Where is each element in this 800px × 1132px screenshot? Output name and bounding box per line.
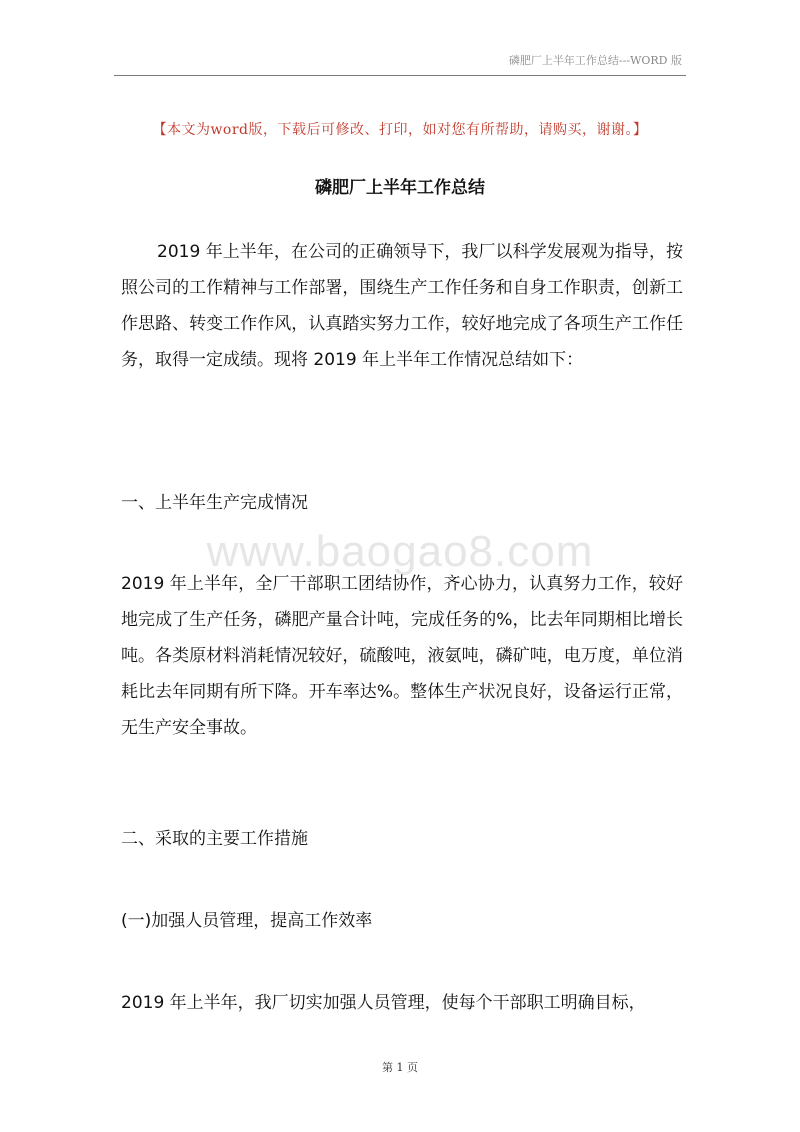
section-1-paragraph: 2019 年上半年，全厂干部职工团结协作，齐心协力，认真努力工作，较好地完成了生产任务，磷肥产量合计吨，完成任务的%，比去年同期相比增长吨。各类原材料消耗情况较好，硫酸吨，液氨吨，磷矿吨，电万度，单位消耗比去年同期有所下降。开车率达%。整体生产状况良好，设备运行正常，无生产安全事故。 [121,574,683,738]
header-divider [114,75,686,76]
subsection-heading-1: (一)加强人员管理，提高工作效率 [121,911,373,931]
page-number: 第 1 页 [382,1061,418,1074]
section-heading-1: 一、上半年生产完成情况 [121,493,308,513]
intro-paragraph: 2019 年上半年，在公司的正确领导下，我厂以科学发展观为指导，按照公司的工作精神与工作部署，围绕生产工作任务和自身工作职责，创新工作思路、转变工作作风，认真踏实努力工作，较好地完成了各项生产工作任务，取得一定成绩。现将 2019 年上半年工作情况总结如下： [121,242,683,370]
document-title: 磷肥厂上半年工作总结 [315,178,485,198]
section-heading-2: 二、采取的主要工作措施 [121,829,308,849]
watermark: www.baogao8.com [206,527,594,576]
page-header-title: 磷肥厂上半年工作总结---WORD 版 [508,54,682,67]
subsection-1-paragraph: 2019 年上半年，我厂切实加强人员管理，使每个干部职工明确目标， [121,993,646,1013]
download-notice: 【本文为word版，下载后可修改、打印，如对您有所帮助，请购买，谢谢。】 [152,122,648,138]
